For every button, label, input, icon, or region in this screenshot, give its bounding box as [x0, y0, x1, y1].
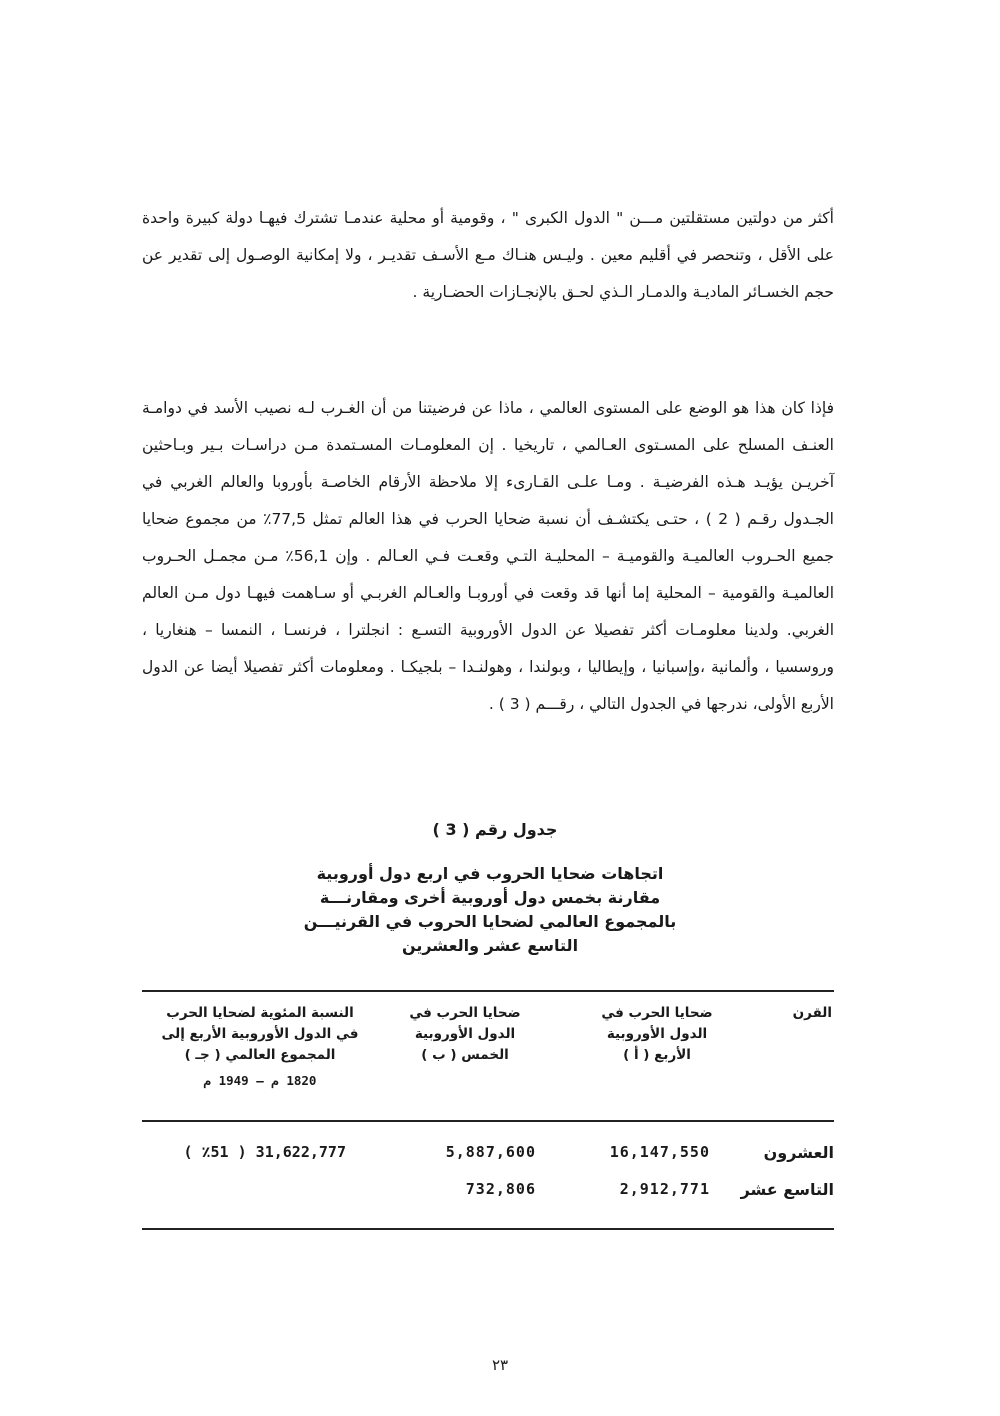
table-title-line: اتجاهات ضحايا الحروب في اربع دول أوروبية [316, 864, 664, 883]
cell-col-a: 16,147,550 [609, 1143, 710, 1161]
paragraph-2: فإذا كان هذا هو الوضع على المستوى العالمي ، ماذا عن فرضيتنا من أن الغـرب لـه نصيب الأسد في دوامـة العنـف المسلح على المسـتوى العـالمي ، تاريخيا . إن المعلومـات المسـتمدة مـن دراسـات بـير وبـاحثين آخريـن يؤيـد هـذه الفرضيـة . ومـا علـى القـارىء إلا ملاحظة الأرقام الخاصـة بأوروبا والعالم الغربي في الجـدول رقـم ( 2 ) ، حتـى يكتشـف أن نسبة ضحايا الحرب في هذا العالم تمثل 77,5٪ من مجموع ضحايا جميع الحـروب العالميـة والقوميـة – المحليـة التـي وقعـت فـي العـالم . وإن 56,1٪ مـن مجمـل الحـروب العالميـة والقومية – المحلية إما أنها قد وقعت في أوروبـا والعـالم الغربـي أو سـاهمت فيهـا دول مـن العالم الغربي. ولدينا معلومـات أكثر تفصيلا عن الدول الأوروبية التسـع : انجلترا ، فرنسـا ، النمسا – هنغاريا ، وروسسيا ، وألمانية ،وإسبانيا ، وإيطاليا ، وبولندا ، وهولنـدا – بلجيكـا . ومعلومات أكثر تفصيلا أيضا عن الدول الأربع الأولى، ندرجها في الجدول التالي ، رقـــم ( 3 ) . [142, 399, 834, 713]
header-century: القرن [792, 1005, 832, 1021]
header-line: ضحايا الحرب في [409, 1005, 521, 1021]
header-line: المجموع العالمي ( جـ ) [184, 1047, 336, 1063]
table-row [142, 1143, 834, 1173]
header-line: الدول الأوروبية [606, 1026, 708, 1042]
header-line: الخمس ( ب ) [421, 1047, 509, 1063]
page-number: ٢٣ [491, 1356, 509, 1374]
cell-col-b: 732,806 [465, 1180, 536, 1198]
cell-col-b: 5,887,600 [445, 1143, 536, 1161]
paragraph-1: أكثر من دولتين مستقلتين مـــن " الدول الكبرى " ، وقومية أو محلية عندمـا تشترك فيهـا دولة كبيرة واحدة على الأقل ، وتنحصر في أقليم معين . وليـس هنـاك مـع الأسـف تقديـر ، ولا إمكانية الوصـول إلى تقدير عن حجم الخسـائر الماديـة والدمـار الـذي لحـق بالإنجـازات الحضـارية . [142, 209, 834, 301]
header-col-a [582, 1003, 732, 1066]
cell-century: التاسع عشر [740, 1180, 834, 1199]
header-line: الأربع ( أ ) [623, 1047, 691, 1063]
header-line: ضحايا الحرب في [601, 1005, 713, 1021]
header-col-b [390, 1003, 540, 1066]
table-title-line: التاسع عشر والعشرين [401, 936, 579, 955]
header-line: النسبة المئوية لضحايا الحرب [166, 1005, 354, 1021]
cell-col-c: ( ٪51 ) 31,622,777 [183, 1143, 346, 1161]
cell-col-a: 2,912,771 [619, 1180, 710, 1198]
table-title [270, 862, 710, 958]
cell-century: العشرون [763, 1143, 834, 1162]
header-col-c [160, 1003, 360, 1091]
table-top-rule [142, 990, 834, 992]
header-line: الدول الأوروبية [414, 1026, 516, 1042]
table-number: جدول رقم ( 3 ) [432, 820, 558, 839]
header-line: في الدول الأوروبية الأربع إلى [161, 1026, 359, 1042]
table-header-rule [142, 1120, 834, 1122]
table-bottom-rule [142, 1228, 834, 1230]
table-row [142, 1180, 834, 1210]
table-title-line: بالمجموع العالمي لضحايا الحروب في القرنيـــن [303, 912, 677, 931]
table-title-line: مقارنة بخمس دول أوروبية أخرى ومقارنـــة [319, 888, 661, 907]
header-years: 1820 م – 1949 م [203, 1073, 317, 1088]
